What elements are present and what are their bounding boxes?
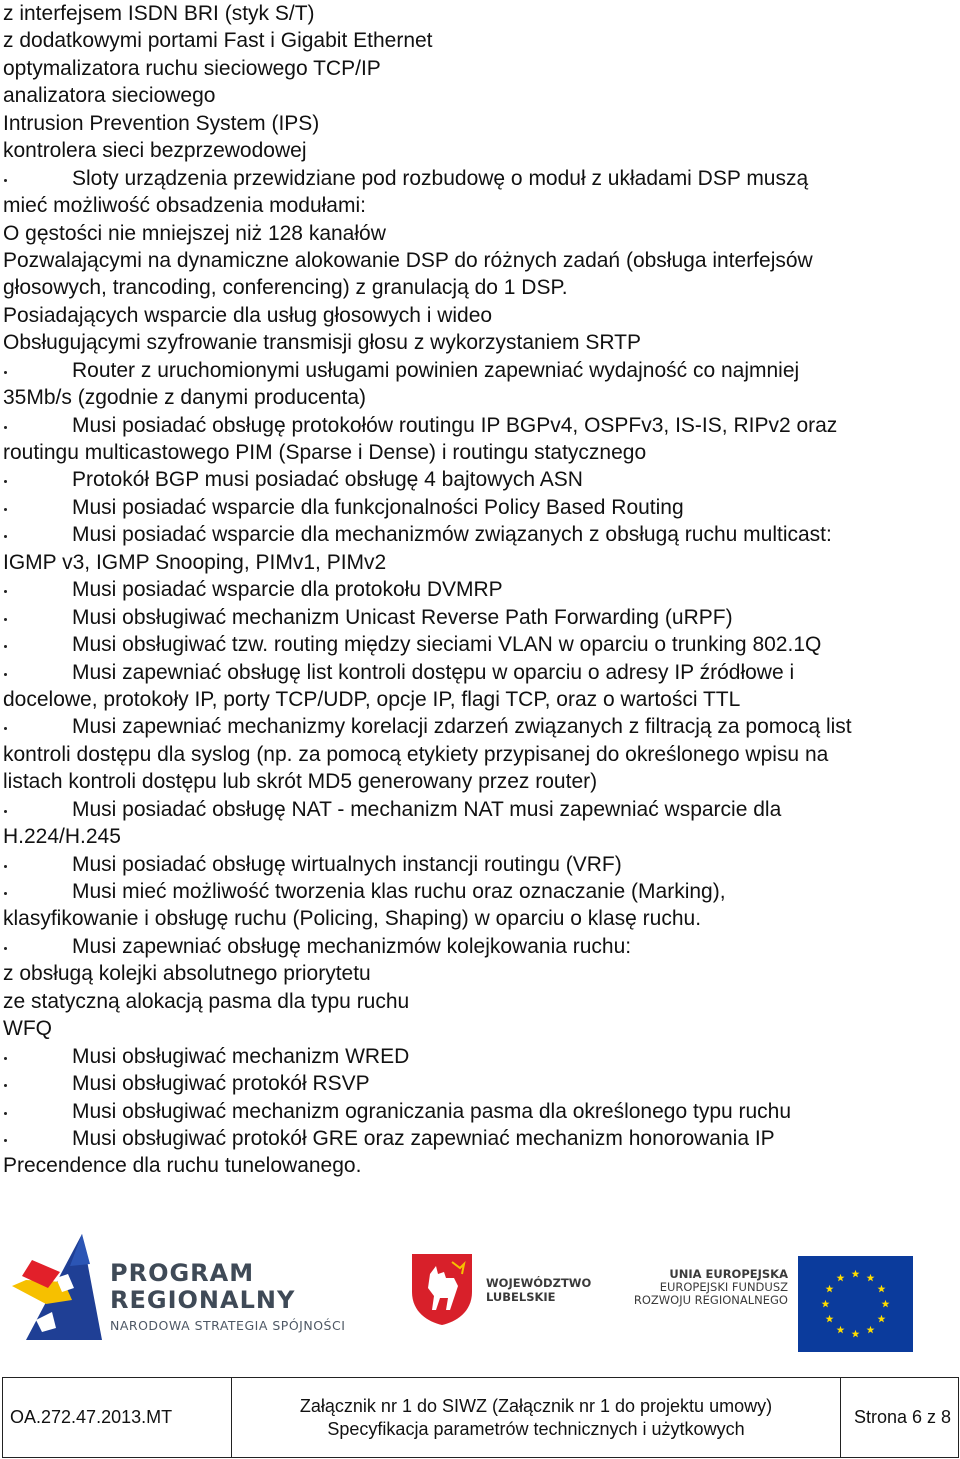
text-line: z dodatkowymi portami Fast i Gigabit Ethernet [3, 29, 433, 53]
text-line: H.224/H.245 [3, 825, 121, 849]
eu-flag-icon [798, 1256, 913, 1352]
bullet-item: Musi obsługiwać protokół GRE oraz zapewniać mechanizm honorowania IP [3, 1125, 958, 1152]
footer-title: Załącznik nr 1 do SIWZ (Załącznik nr 1 do projektu umowy) Specyfikacja parametrów technicznych i użytkowych [232, 1378, 841, 1457]
program-regionalny-logo-icon [12, 1234, 102, 1340]
text-line: docelowe, protokoły IP, porty TCP/UDP, opcje IP, flagi TCP, oraz o wartości TTL [3, 687, 741, 711]
bullet-item: Musi zapewniać mechanizmy korelacji zdarzeń związanych z filtracją za pomocą list [3, 713, 958, 740]
bullet-item: Musi obsługiwać protokół RSVP [3, 1070, 958, 1097]
text-line: głosowych, trancoding, conferencing) z granulacją do 1 DSP. [3, 276, 568, 300]
lubelskie-crest-icon [410, 1252, 474, 1326]
bullet-item: Musi obsługiwać tzw. routing między sieciami VLAN w oparciu o trunking 802.1Q [3, 631, 958, 658]
bullet-item: Musi posiadać obsługę protokołów routingu IP BGPv4, OSPFv3, IS-IS, RIPv2 oraz [3, 412, 958, 439]
text-line: Pozwalającymi na dynamiczne alokowanie DSP do różnych zadań (obsługa interfejsów [3, 248, 813, 272]
text-line: Intrusion Prevention System (IPS) [3, 111, 320, 135]
bullet-item: Musi posiadać obsługę NAT - mechanizm NAT musi zapewniać wsparcie dla [3, 796, 958, 823]
document-code: OA.272.47.2013.MT [3, 1378, 232, 1457]
bullet-item: Musi posiadać obsługę wirtualnych instancji routingu (VRF) [3, 851, 958, 878]
bullet-item: Musi mieć możliwość tworzenia klas ruchu oraz oznaczanie (Marking), [3, 878, 958, 905]
document-body [3, 0, 958, 1180]
bullet-item: Sloty urządzenia przewidziane pod rozbudowę o moduł z układami DSP muszą [3, 165, 958, 192]
bullet-item: Musi zapewniać obsługę mechanizmów kolejkowania ruchu: [3, 933, 958, 960]
text-line: Posiadających wsparcie dla usług głosowych i wideo [3, 303, 493, 327]
text-line: kontrolera sieci bezprzewodowej [3, 139, 307, 163]
text-line: analizatora sieciowego [3, 84, 216, 108]
wojewodztwo-lubelskie-text: WOJEWÓDZTWO LUBELSKIE [486, 1276, 592, 1304]
text-line: WFQ [3, 1017, 52, 1041]
logo-strip [0, 1230, 960, 1340]
bullet-item: Musi obsługiwać mechanizm WRED [3, 1043, 958, 1070]
bullet-item: Protokół BGP musi posiadać obsługę 4 bajtowych ASN [3, 466, 958, 493]
text-line: optymalizatora ruchu sieciowego TCP/IP [3, 56, 381, 80]
text-line: klasyfikowanie i obsługę ruchu (Policing, Shaping) w oparciu o klasę ruchu. [3, 907, 702, 931]
text-line: mieć możliwość obsadzenia modułami: [3, 194, 366, 218]
program-regionalny-subtitle: NARODOWA STRATEGIA SPÓJNOŚCI [110, 1318, 346, 1333]
text-line: listach kontroli dostępu lub skrót MD5 generowany przez router) [3, 770, 598, 794]
program-regionalny-title: PROGRAM REGIONALNY [110, 1259, 296, 1314]
bullet-item: Musi posiadać wsparcie dla protokołu DVMRP [3, 576, 958, 603]
bullet-item: Musi zapewniać obsługę list kontroli dostępu w oparciu o adresy IP źródłowe i [3, 659, 958, 686]
text-line: routingu multicastowego PIM (Sparse i Dense) i routingu statycznego [3, 441, 647, 464]
eu-text: UNIA EUROPEJSKA EUROPEJSKI FUNDUSZ ROZWOJU REGIONALNEGO [633, 1267, 788, 1307]
page-number: Strona 6 z 8 [853, 1407, 951, 1427]
page-footer [2, 1377, 959, 1458]
bullet-item: Router z uruchomionymi usługami powinien zapewniać wydajność co najmniej [3, 357, 958, 384]
text-line: 35Mb/s (zgodnie z danymi producenta) [3, 386, 367, 410]
text-line: Obsługującymi szyfrowanie transmisji głosu z wykorzystaniem SRTP [3, 331, 641, 355]
text-line: IGMP v3, IGMP Snooping, PIMv1, PIMv2 [3, 550, 387, 574]
text-line: kontroli dostępu dla syslog (np. za pomocą etykiety przypisanej do określonego wpisu na [3, 742, 829, 766]
bullet-item: Musi posiadać wsparcie dla mechanizmów związanych z obsługą ruchu multicast: [3, 521, 958, 548]
bullet-item: Musi posiadać wsparcie dla funkcjonalności Policy Based Routing [3, 494, 958, 521]
bullet-item: Musi obsługiwać mechanizm ograniczania pasma dla określonego typu ruchu [3, 1098, 958, 1125]
text-line: Precendence dla ruchu tunelowanego. [3, 1154, 362, 1178]
text-line: O gęstości nie mniejszej niż 128 kanałów [3, 221, 386, 245]
text-line: z interfejsem ISDN BRI (styk S/T) [3, 2, 315, 25]
text-line: ze statyczną alokacją pasma dla typu ruchu [3, 989, 410, 1013]
bullet-item: Musi obsługiwać mechanizm Unicast Reverse Path Forwarding (uRPF) [3, 604, 958, 631]
text-line: z obsługą kolejki absolutnego priorytetu [3, 962, 371, 986]
